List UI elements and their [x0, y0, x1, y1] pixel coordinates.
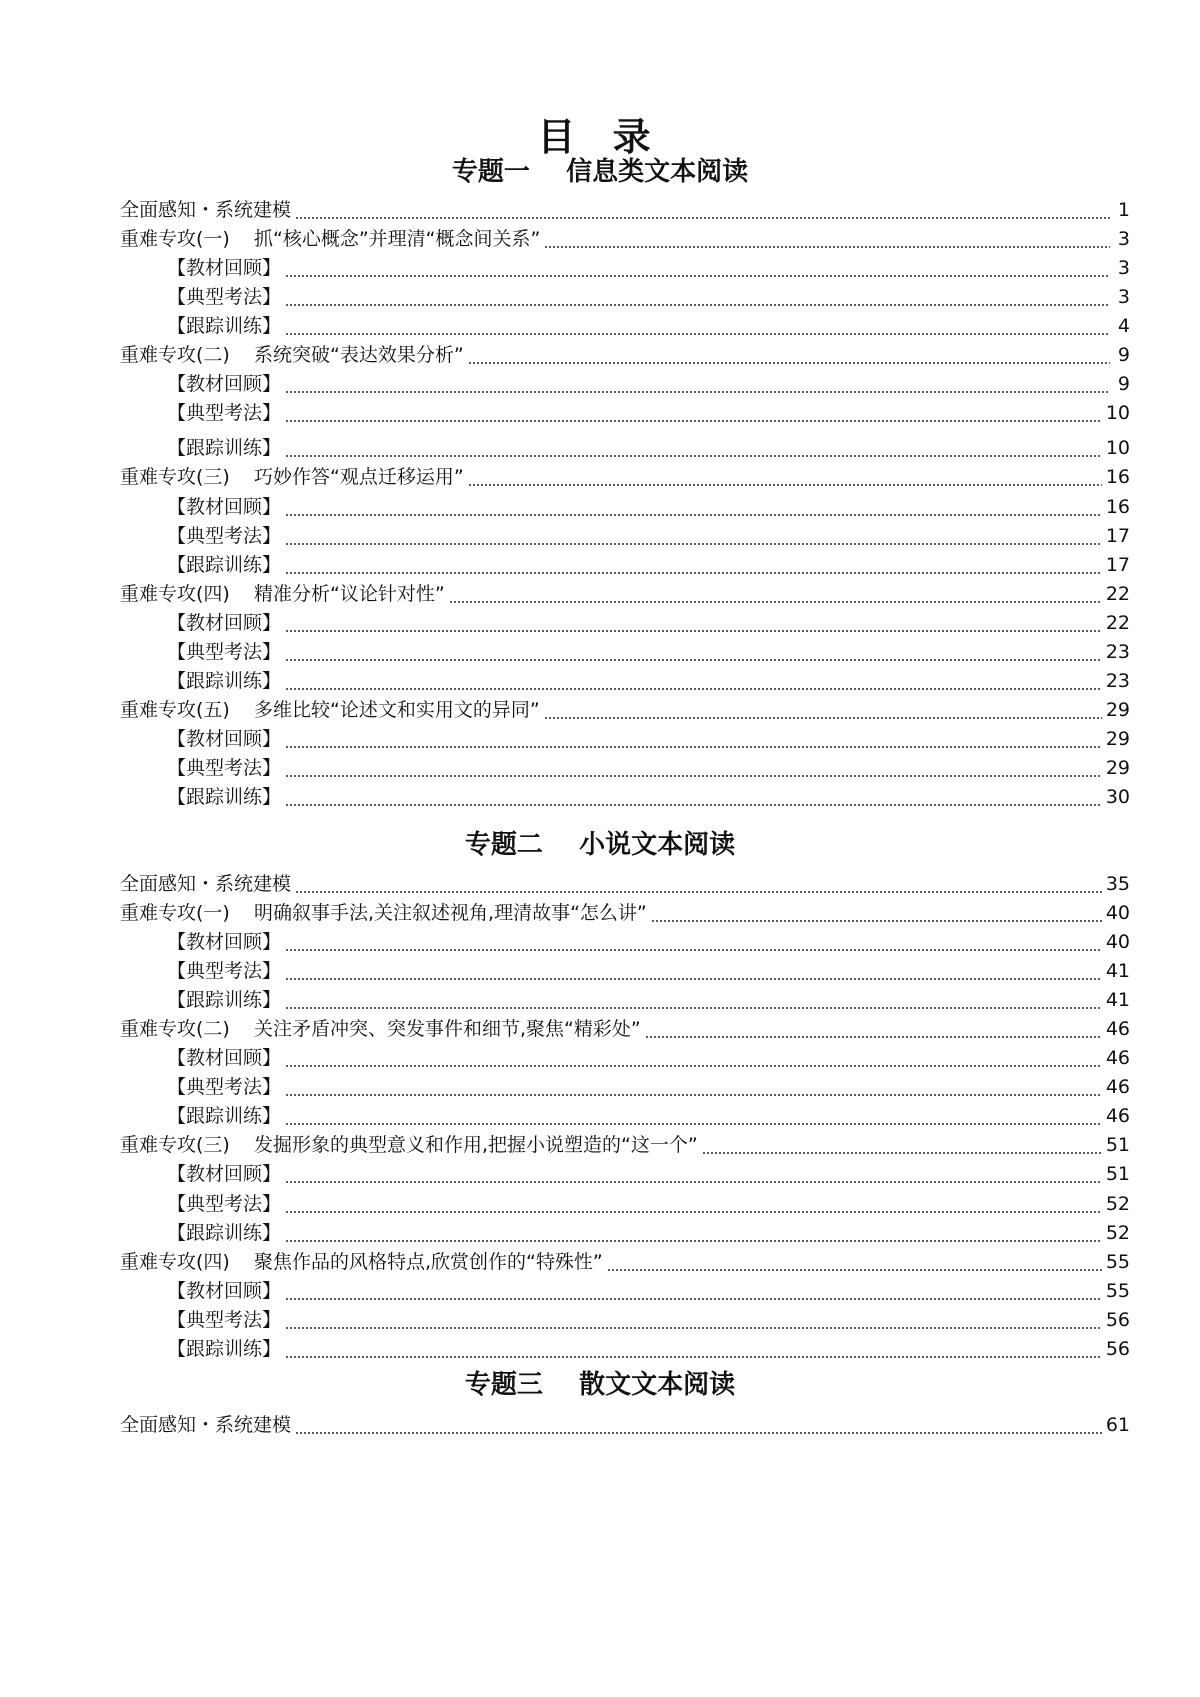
toc-entry-label: 【典型考法】 — [167, 525, 282, 547]
toc-entry-label: 【典型考法】 — [167, 757, 282, 779]
dot-leader — [285, 1211, 1102, 1213]
toc-entry[interactable] — [167, 1217, 1130, 1249]
dot-leader — [285, 1065, 1102, 1067]
toc-entry[interactable] — [120, 461, 1130, 493]
toc-entry[interactable] — [167, 636, 1130, 668]
toc-page-number: 61 — [1105, 1414, 1130, 1436]
toc-entry[interactable] — [167, 665, 1130, 697]
toc-entry-label: 【典型考法】 — [167, 402, 282, 424]
toc-entry-label: 重难专攻(一) 抓“核心概念”并理清“概念间关系” — [120, 228, 541, 250]
toc-entry[interactable] — [120, 339, 1130, 371]
toc-page-number: 46 — [1105, 1018, 1130, 1040]
dot-leader — [285, 746, 1102, 748]
dot-leader — [544, 717, 1102, 719]
toc-page-number: 46 — [1105, 1076, 1130, 1098]
dot-leader — [285, 630, 1102, 632]
dot-leader — [285, 978, 1102, 980]
toc-page-number: 35 — [1105, 873, 1130, 895]
toc-entry[interactable] — [167, 752, 1130, 784]
toc-entry-label: 【跟踪训练】 — [167, 554, 282, 576]
toc-entry-label: 【教材回顾】 — [167, 1163, 282, 1185]
toc-entry-label: 【典型考法】 — [167, 286, 282, 308]
toc-entry-label: 【教材回顾】 — [167, 257, 282, 279]
toc-page-number: 51 — [1105, 1134, 1130, 1156]
toc-page-number: 55 — [1105, 1280, 1130, 1302]
toc-entry-label: 【典型考法】 — [167, 1193, 282, 1215]
toc-entry[interactable] — [120, 1246, 1130, 1278]
dot-leader — [285, 572, 1102, 574]
toc-entry[interactable] — [167, 1042, 1130, 1074]
toc-entry-label: 【典型考法】 — [167, 1309, 282, 1331]
toc-entry[interactable] — [120, 223, 1130, 255]
toc-entry[interactable] — [167, 1275, 1130, 1307]
toc-entry[interactable] — [167, 1100, 1130, 1132]
toc-entry[interactable] — [167, 1071, 1130, 1103]
toc-page-number: 23 — [1105, 641, 1130, 663]
toc-page-number: 3 — [1117, 257, 1130, 279]
dot-leader — [285, 1298, 1102, 1300]
toc-page-number: 29 — [1105, 699, 1130, 721]
toc-entry-label: 【跟踪训练】 — [167, 989, 282, 1011]
toc-entry[interactable] — [167, 1333, 1130, 1365]
toc-entry-label: 【典型考法】 — [167, 960, 282, 982]
toc-page-number: 3 — [1117, 286, 1130, 308]
toc-entry-label: 全面感知・系统建模 — [120, 1414, 292, 1436]
dot-leader — [285, 304, 1110, 306]
toc-entry[interactable] — [167, 252, 1130, 284]
toc-page-number: 41 — [1105, 989, 1130, 1011]
toc-entry-label: 【跟踪训练】 — [167, 1105, 282, 1127]
dot-leader — [285, 688, 1102, 690]
toc-entry[interactable] — [167, 281, 1130, 313]
toc-entry-label: 【跟踪训练】 — [167, 437, 282, 459]
toc-entry-label: 【教材回顾】 — [167, 496, 282, 518]
dot-leader — [295, 891, 1102, 893]
toc-page-number: 1 — [1117, 199, 1130, 221]
dot-leader — [285, 1356, 1102, 1358]
toc-entry[interactable] — [167, 520, 1130, 552]
dot-leader — [651, 920, 1102, 922]
toc-entry-label: 【跟踪训练】 — [167, 670, 282, 692]
toc-page-number: 4 — [1117, 315, 1130, 337]
toc-entry[interactable] — [167, 1188, 1130, 1220]
dot-leader — [285, 333, 1110, 335]
section-title: 专题二 小说文本阅读 — [464, 830, 736, 860]
dot-leader — [468, 362, 1110, 364]
toc-entry-label: 重难专攻(三) 发掘形象的典型意义和作用,把握小说塑造的“这一个” — [120, 1134, 698, 1156]
toc-page-number: 46 — [1105, 1047, 1130, 1069]
toc-entry[interactable] — [167, 607, 1130, 639]
toc-page-number: 16 — [1105, 496, 1130, 518]
toc-entry-label: 【教材回顾】 — [167, 931, 282, 953]
section-title: 专题三 散文文本阅读 — [464, 1370, 736, 1400]
toc-entry-label: 重难专攻(三) 巧妙作答“观点迁移运用” — [120, 466, 464, 488]
toc-entry[interactable] — [167, 781, 1130, 813]
page-title: 目 录 — [537, 115, 663, 159]
toc-page-number: 46 — [1105, 1105, 1130, 1127]
toc-page-number: 3 — [1117, 228, 1130, 250]
toc-entry-label: 【跟踪训练】 — [167, 786, 282, 808]
toc-entry[interactable] — [167, 397, 1130, 429]
toc-page-number: 30 — [1105, 786, 1130, 808]
toc-entry[interactable] — [167, 1304, 1130, 1336]
toc-page-number: 41 — [1105, 960, 1130, 982]
dot-leader — [468, 484, 1102, 486]
toc-entry-label: 【跟踪训练】 — [167, 315, 282, 337]
toc-entry[interactable] — [120, 1013, 1130, 1045]
toc-page-number: 56 — [1105, 1309, 1130, 1331]
toc-page-number: 23 — [1105, 670, 1130, 692]
toc-entry[interactable] — [167, 926, 1130, 958]
section-title: 专题一 信息类文本阅读 — [451, 157, 749, 187]
toc-entry[interactable] — [167, 549, 1130, 581]
toc-page-number: 55 — [1105, 1251, 1130, 1273]
toc-entry-label: 【跟踪训练】 — [167, 1222, 282, 1244]
toc-page-number: 17 — [1105, 554, 1130, 576]
toc-entry-label: 全面感知・系统建模 — [120, 199, 292, 221]
toc-entry-label: 重难专攻(一) 明确叙事手法,关注叙述视角,理清故事“怎么讲” — [120, 902, 647, 924]
toc-entry-label: 【教材回顾】 — [167, 373, 282, 395]
toc-entry[interactable] — [167, 310, 1130, 342]
dot-leader — [285, 275, 1110, 277]
dot-leader — [285, 1007, 1102, 1009]
toc-entry-label: 【教材回顾】 — [167, 728, 282, 750]
toc-entry-label: 【教材回顾】 — [167, 1047, 282, 1069]
toc-entry[interactable] — [120, 694, 1130, 726]
toc-entry[interactable] — [120, 1129, 1130, 1161]
toc-entry[interactable] — [167, 723, 1130, 755]
dot-leader — [285, 391, 1110, 393]
toc-entry-label: 【教材回顾】 — [167, 1280, 282, 1302]
dot-leader — [295, 217, 1110, 219]
toc-page-number: 16 — [1105, 466, 1130, 488]
toc-entry-label: 重难专攻(二) 关注矛盾冲突、突发事件和细节,聚焦“精彩处” — [120, 1018, 641, 1040]
toc-page-number: 9 — [1117, 373, 1130, 395]
toc-entry-label: 【典型考法】 — [167, 641, 282, 663]
toc-entry[interactable] — [120, 868, 1130, 900]
toc-page-number: 9 — [1117, 344, 1130, 366]
dot-leader — [295, 1432, 1102, 1434]
toc-page-number: 22 — [1105, 583, 1130, 605]
toc-entry[interactable] — [167, 955, 1130, 987]
dot-leader — [702, 1152, 1102, 1154]
toc-entry[interactable] — [167, 432, 1130, 464]
toc-entry-label: 重难专攻(四) 聚焦作品的风格特点,欣赏创作的“特殊性” — [120, 1251, 603, 1273]
dot-leader — [285, 949, 1102, 951]
dot-leader — [285, 543, 1102, 545]
toc-entry[interactable] — [167, 368, 1130, 400]
toc-entry-label: 【教材回顾】 — [167, 612, 282, 634]
toc-entry-label: 全面感知・系统建模 — [120, 873, 292, 895]
dot-leader — [285, 775, 1102, 777]
dot-leader — [645, 1036, 1102, 1038]
toc-page-number: 40 — [1105, 931, 1130, 953]
toc-page-number: 29 — [1105, 728, 1130, 750]
dot-leader — [285, 1094, 1102, 1096]
toc-page-number: 17 — [1105, 525, 1130, 547]
dot-leader — [285, 1240, 1102, 1242]
toc-entry-label: 【典型考法】 — [167, 1076, 282, 1098]
dot-leader — [449, 601, 1102, 603]
dot-leader — [285, 420, 1102, 422]
toc-entry[interactable] — [167, 491, 1130, 523]
toc-entry[interactable] — [120, 1409, 1130, 1441]
dot-leader — [285, 1181, 1102, 1183]
dot-leader — [544, 246, 1110, 248]
toc-page-number: 22 — [1105, 612, 1130, 634]
toc-entry-label: 重难专攻(四) 精准分析“议论针对性” — [120, 583, 445, 605]
toc-page-number: 10 — [1105, 437, 1130, 459]
toc-entry[interactable] — [167, 984, 1130, 1016]
toc-page-number: 40 — [1105, 902, 1130, 924]
toc-entry-label: 重难专攻(五) 多维比较“论述文和实用文的异同” — [120, 699, 540, 721]
dot-leader — [285, 455, 1102, 457]
dot-leader — [285, 659, 1102, 661]
dot-leader — [285, 1327, 1102, 1329]
dot-leader — [285, 804, 1102, 806]
dot-leader — [285, 514, 1102, 516]
toc-entry[interactable] — [120, 194, 1130, 226]
toc-entry[interactable] — [120, 897, 1130, 929]
toc-page-number: 29 — [1105, 757, 1130, 779]
toc-page-number: 52 — [1105, 1222, 1130, 1244]
toc-entry-label: 重难专攻(二) 系统突破“表达效果分析” — [120, 344, 464, 366]
toc-page-number: 52 — [1105, 1193, 1130, 1215]
toc-page-number: 51 — [1105, 1163, 1130, 1185]
dot-leader — [607, 1269, 1102, 1271]
toc-entry-label: 【跟踪训练】 — [167, 1338, 282, 1360]
toc-page-number: 10 — [1105, 402, 1130, 424]
toc-entry[interactable] — [120, 578, 1130, 610]
toc-entry[interactable] — [167, 1158, 1130, 1190]
dot-leader — [285, 1123, 1102, 1125]
toc-page-number: 56 — [1105, 1338, 1130, 1360]
